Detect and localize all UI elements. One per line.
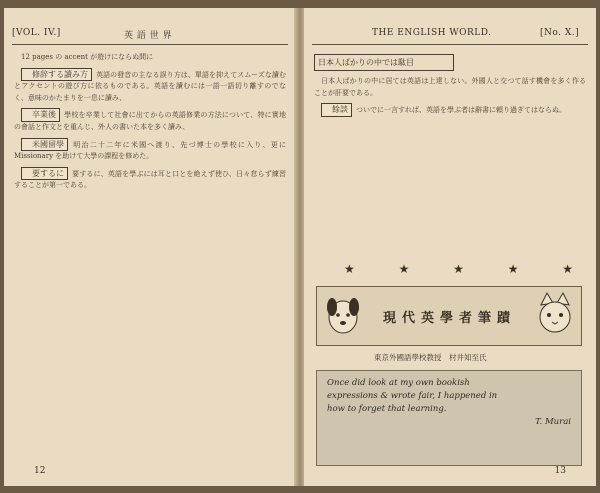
- section-text: 學校を卒業して社會に出てからの英語修業の方法について、特に實地の會話と作文とを重んじ、外人の書いた本を多く讀み、: [14, 111, 286, 131]
- section-text: 英語の發音の主なる誤り方は、單語を抑えてスムーズな讀むとアクセントの遊び方に依るものである。英語を讀むには一語一語切り離すのでなく、意味のかたまりを一息に讀み、: [14, 70, 286, 102]
- section-label: 卒業後: [21, 108, 60, 122]
- page-number: 13: [554, 466, 566, 476]
- callout-text: 日本人ばかりの中に居ては英語は上達しない。外國人と交つて話す機會を多く作ることが肝要である。: [314, 77, 586, 97]
- section-label: 米國留學: [21, 138, 68, 152]
- left-body: [14, 52, 286, 460]
- plate-caption: 東京外國語學校教授 村井知至氏: [374, 353, 487, 362]
- dog-illustration: [323, 291, 363, 341]
- star-divider: ★ ★ ★ ★ ★: [344, 262, 594, 276]
- page-number: 12: [34, 466, 46, 476]
- journal-title: 英 語 世 界: [124, 31, 173, 41]
- right-body: [314, 76, 586, 248]
- header-rule: [312, 44, 588, 45]
- handwriting-sample: [316, 370, 582, 466]
- issue-label: [No. X.]: [540, 28, 580, 38]
- right-page: [304, 8, 596, 486]
- volume-label: [VOL. IV.]: [12, 28, 61, 38]
- section-label: 餘談: [321, 103, 352, 117]
- section-label: 要するに: [21, 167, 68, 181]
- handwriting-signature: T. Murai: [535, 417, 571, 427]
- header-rule: [12, 44, 288, 45]
- handwriting-line: expressions & wrote fair, I happened in: [327, 391, 498, 401]
- section-text: 要するに、英語を學ぶには耳と口とを絶えず使ひ、日々怠らず練習することが第一である。: [14, 169, 286, 190]
- plate-title: 現代英學者筆蹟: [383, 311, 517, 326]
- handwriting-line: Once did look at my own bookish: [327, 378, 470, 388]
- section-text: ついでに一言すれば、英語を學ぶ者は辭書に頼り過ぎてはならぬ。: [356, 106, 566, 115]
- callout-box: 日本人ばかりの中では駄目: [314, 54, 454, 71]
- cat-illustration: [535, 291, 575, 341]
- handwriting-line: how to forget that learning.: [327, 404, 447, 414]
- section-label: 修辞する讀み方: [21, 68, 92, 82]
- journal-title-en: THE ENGLISH WORLD.: [372, 28, 492, 38]
- title-plate: [316, 286, 582, 346]
- section-text: 明治二十二年に米國へ渡り、先づ博士の學校に入り、更に Missionary を助けて大學の課程を修めた。: [14, 140, 286, 161]
- intro-paragraph: 12 pages の accent が遊けにならぬ間に: [21, 53, 154, 61]
- left-page: [4, 8, 296, 486]
